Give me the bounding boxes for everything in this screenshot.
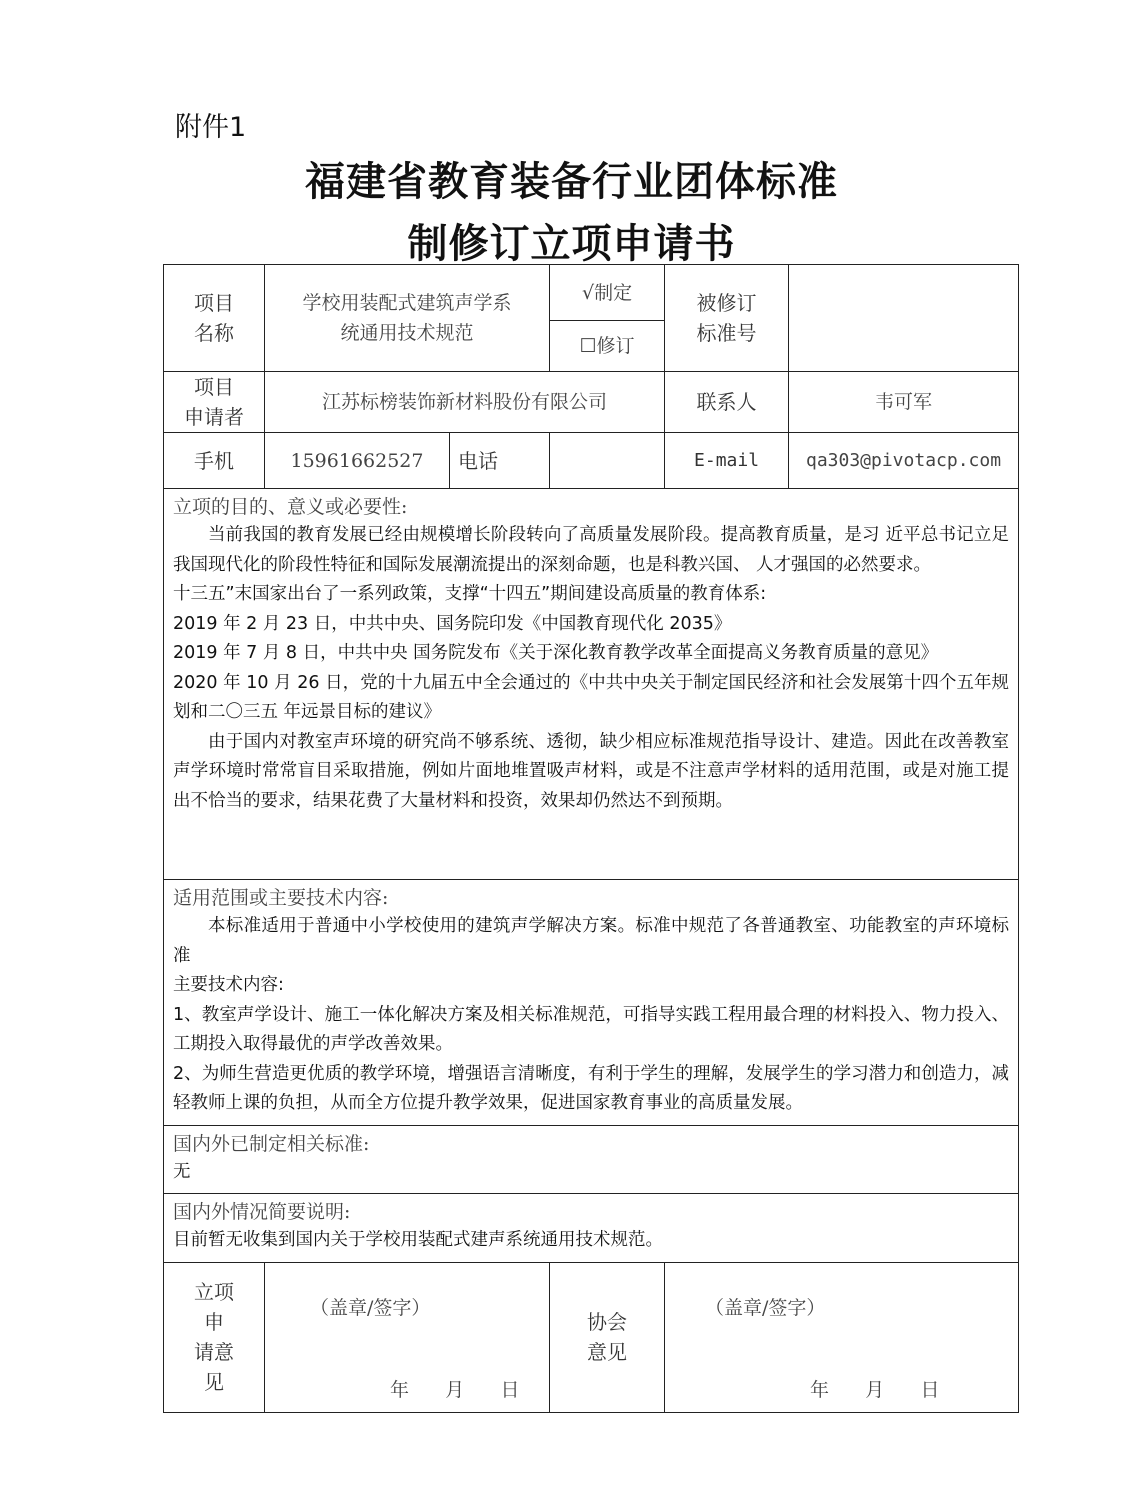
scope-paragraph: 1、教室声学设计、施工一体化解决方案及相关标准规范，可指导实践工程用最合理的材料投入、物力投入、工期投入取得最优的声学改善效果。 xyxy=(173,1004,1010,1054)
purpose-paragraph: 当前我国的教育发展已经由规模增长阶段转向了高质量发展阶段。提高教育质量，是习 近平总书记立足我国现代化的阶段性特征和国际发展潮流提出的深刻命题，也是科教兴国、 人才强国的必然要求。 xyxy=(173,525,1010,575)
project-name-label: 项目 名称 xyxy=(164,265,265,372)
scope-paragraph: 主要技术内容: xyxy=(173,975,284,995)
email-value[interactable]: qa303@pivotacp.com xyxy=(789,433,1019,489)
purpose-heading: 立项的目的、意义或必要性: xyxy=(173,496,408,518)
situation-content: 目前暂无收集到国内关于学校用装配式建声系统通用技术规范。 xyxy=(173,1230,663,1250)
phone-label: 电话 xyxy=(450,433,550,489)
contact-label: 联系人 xyxy=(665,372,789,433)
situation-section xyxy=(164,1194,1019,1263)
document-title-line2: 制修订立项申请书 xyxy=(407,220,736,267)
standards-section xyxy=(164,1125,1019,1194)
stamp-sign-text: （盖章/签字） xyxy=(705,1296,826,1319)
scope-heading: 适用范围或主要技术内容: xyxy=(173,887,389,909)
standards-content: 无 xyxy=(173,1161,191,1182)
option-establish-checkbox[interactable]: √制定 xyxy=(550,265,665,321)
application-form-table xyxy=(163,264,1019,1413)
mobile-label: 手机 xyxy=(164,433,265,489)
purpose-paragraph: 由于国内对教室声环境的研究尚不够系统、透彻，缺少相应标准规范指导设计、建造。因此在改善教室声学环境时常常盲目采取措施，例如片面地堆置吸声材料，或是不注意声学材料的适用范围，或是对施工提出不恰当的要求，结果花费了大量材料和投资，效果却仍然达不到预期。 xyxy=(173,731,1010,811)
project-name-value: 学校用装配式建筑声学系 统通用技术规范 xyxy=(265,265,550,372)
email-label: E-mail xyxy=(665,433,789,489)
purpose-paragraph: 十三五”末国家出台了一系列政策，支撑“十四五”期间建设高质量的教育体系: xyxy=(173,584,767,604)
purpose-paragraph: 2019 年 7 月 8 日，中共中央 国务院发布《关于深化教育教学改革全面提高义务教育质量的意见》 xyxy=(173,643,939,663)
document-title-line1: 福建省教育装备行业团体标准 xyxy=(305,158,838,205)
situation-heading: 国内外情况简要说明: xyxy=(173,1201,351,1223)
date-line: 年 月 日 xyxy=(390,1378,520,1401)
scope-section xyxy=(164,880,1019,1126)
stamp-sign-text: （盖章/签字） xyxy=(310,1296,431,1319)
revised-standard-label: 被修订 标准号 xyxy=(665,265,789,372)
applicant-value[interactable]: 江苏标榜装饰新材料股份有限公司 xyxy=(265,372,665,433)
mobile-value[interactable]: 15961662527 xyxy=(265,433,450,489)
contact-value[interactable]: 韦可军 xyxy=(789,372,1019,433)
option-revise-checkbox[interactable]: ☐修订 xyxy=(550,321,665,372)
phone-value[interactable] xyxy=(550,433,665,489)
attachment-label: 附件1 xyxy=(175,112,247,143)
date-line: 年 月 日 xyxy=(810,1378,940,1401)
applicant-opinion-label: 立项 申 请意 见 xyxy=(164,1262,265,1412)
standards-heading: 国内外已制定相关标准: xyxy=(173,1132,370,1155)
association-opinion-label: 协会 意见 xyxy=(550,1262,665,1412)
scope-paragraph: 本标准适用于普通中小学校使用的建筑声学解决方案。标准中规范了各普通教室、功能教室的声环境标准 xyxy=(173,916,1010,966)
applicant-label: 项目 申请者 xyxy=(164,372,265,433)
revised-standard-value[interactable] xyxy=(789,265,1019,372)
purpose-paragraph: 2019 年 2 月 23 日，中共中央、国务院印发《中国教育现代化 2035》 xyxy=(173,613,732,634)
purpose-section xyxy=(164,489,1019,880)
association-signature-area[interactable] xyxy=(665,1262,1019,1412)
purpose-paragraph: 2020 年 10 月 26 日，党的十九届五中全会通过的《中共中央关于制定国民经济和社会发展第十四个五年规划和二〇三五 年远景目标的建议》 xyxy=(173,672,1010,722)
applicant-signature-area[interactable] xyxy=(265,1262,550,1412)
scope-paragraph: 2、为师生营造更优质的教学环境，增强语言清晰度，有利于学生的理解，发展学生的学习潜力和创造力，减轻教师上课的负担，从而全方位提升教学效果，促进国家教育事业的高质量发展。 xyxy=(173,1063,1010,1113)
